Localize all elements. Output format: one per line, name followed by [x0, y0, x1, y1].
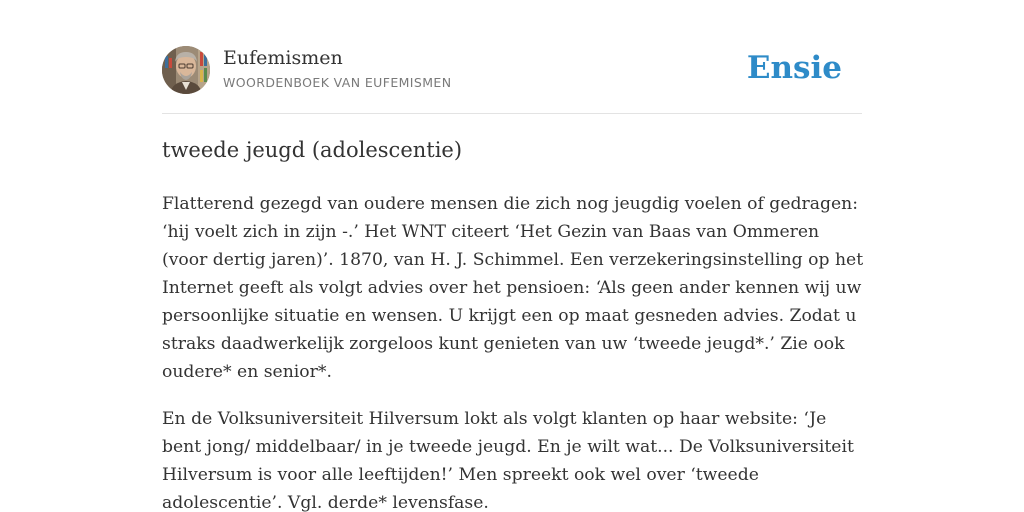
entry-content	[162, 190, 866, 512]
entry-title: tweede jeugd (adolescentie)	[162, 138, 463, 162]
ensie-logo[interactable]: Ensie	[746, 50, 842, 86]
header-divider	[162, 113, 862, 114]
avatar[interactable]	[162, 46, 210, 94]
entry-paragraph: En de Volksuniversiteit Hilversum lokt als volgt klanten op haar website: ‘Je bent jong/ middelbaar/ in je tweede jeugd. En je wilt wat... De Volksuniversiteit Hilversum is voor alle leeftijden!’ Men spreekt ook wel over ‘tweede adolescentie’. Vgl. derde* levensfase.	[162, 409, 854, 512]
avatar-portrait-icon	[162, 46, 210, 94]
site-header	[162, 46, 862, 96]
site-title[interactable]: Eufemismen	[223, 47, 343, 69]
entry-paragraph: Flatterend gezegd van oudere mensen die zich nog jeugdig voelen of gedragen: ‘hij voelt zich in zijn -.’ Het WNT citeert ‘Het Gezin van Baas van Ommeren (voor dertig jaren)’. 1870, van H. J. Schimmel. Een verzekeringsinstelling op het Internet geeft als volgt advies over het pensioen: ‘Als geen ander kennen wij uw persoonlijke situatie en wensen. U krijgt een op maat gesneden advies. Zodat u straks daadwerkelijk zorgeloos kunt genieten van uw ‘tweede jeugd*.’ Zie ook oudere* en senior*.	[162, 194, 864, 382]
site-subtitle[interactable]: WOORDENBOEK VAN EUFEMISMEN	[223, 75, 452, 90]
